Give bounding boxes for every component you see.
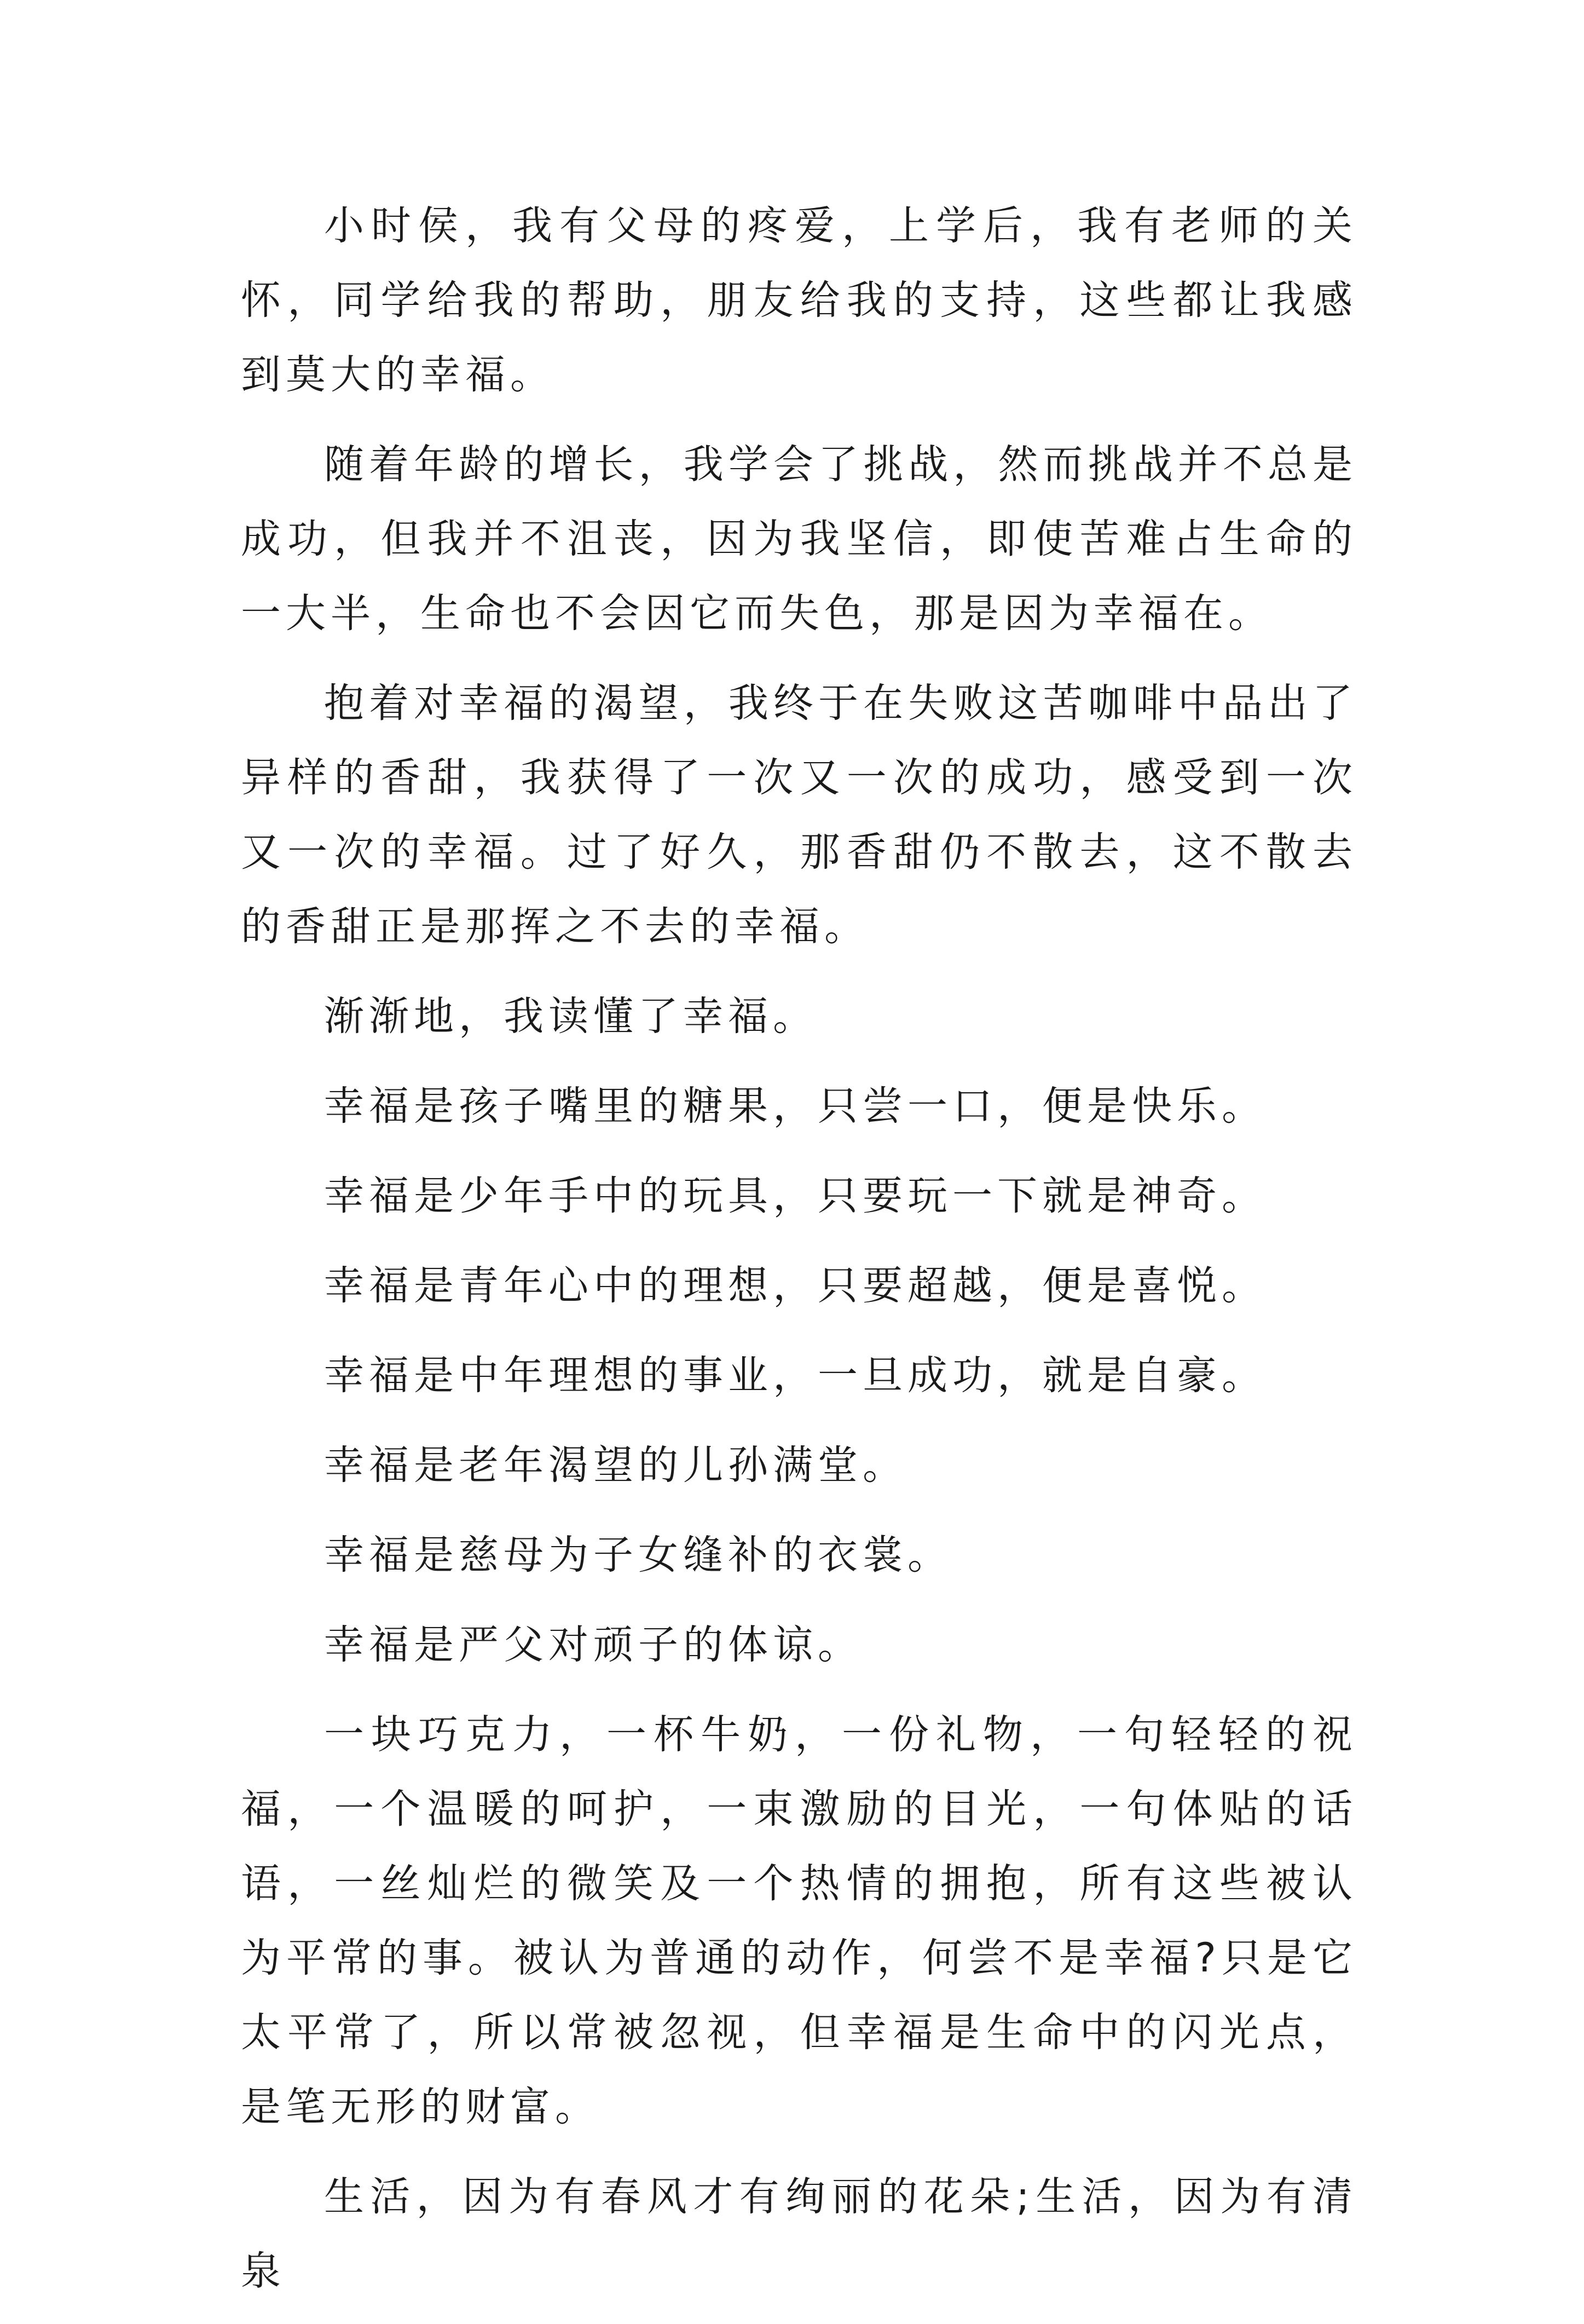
paragraph: 渐渐地，我读懂了幸福。 <box>324 993 818 1040</box>
paragraph: 抱着对幸福的渴望，我终于在失败这苦咖啡中品出了异样的香甜，我获得了一次又一次的成功，感受到一次又一次的幸福。过了好久，那香甜仍不散去，这不散去的香甜正是那挥之不去的幸福。 <box>241 680 1357 950</box>
paragraph: 幸福是老年渴望的儿孙满堂。 <box>324 1442 907 1489</box>
paragraph: 幸福是中年理想的事业，一旦成功，就是自豪。 <box>324 1352 1267 1399</box>
paragraph: 幸福是少年手中的玩具，只要玩一下就是神奇。 <box>324 1173 1267 1219</box>
paragraph: 一块巧克力，一杯牛奶，一份礼物，一句轻轻的祝福，一个温暖的呵护，一束激励的目光，一句体贴的话语，一丝灿烂的微笑及一个热情的拥抱，所有这些被认为平常的事。被认为普通的动作，何尝不是幸福?只是它太平常了，所以常被忽视，但幸福是生命中的闪光点，是笔无形的财富。 <box>241 1711 1357 2130</box>
paragraph: 生活，因为有春风才有绚丽的花朵;生活，因为有清泉 <box>241 2173 1357 2294</box>
document-body <box>241 189 1357 2324</box>
paragraph: 幸福是青年心中的理想，只要超越，便是喜悦。 <box>324 1262 1267 1309</box>
paragraph: 随着年龄的增长，我学会了挑战，然而挑战并不总是成功，但我并不沮丧，因为我坚信，即使苦难占生命的一大半，生命也不会因它而失色，那是因为幸福在。 <box>241 441 1357 637</box>
paragraph: 幸福是慈母为子女缝补的衣裳。 <box>324 1532 952 1578</box>
paragraph: 幸福是孩子嘴里的糖果，只尝一口，便是快乐。 <box>324 1083 1267 1129</box>
paragraph: 幸福是严父对顽子的体谅。 <box>324 1622 863 1668</box>
paragraph: 小时侯，我有父母的疼爱，上学后，我有老师的关怀，同学给我的帮助，朋友给我的支持，这些都让我感到莫大的幸福。 <box>241 203 1357 398</box>
